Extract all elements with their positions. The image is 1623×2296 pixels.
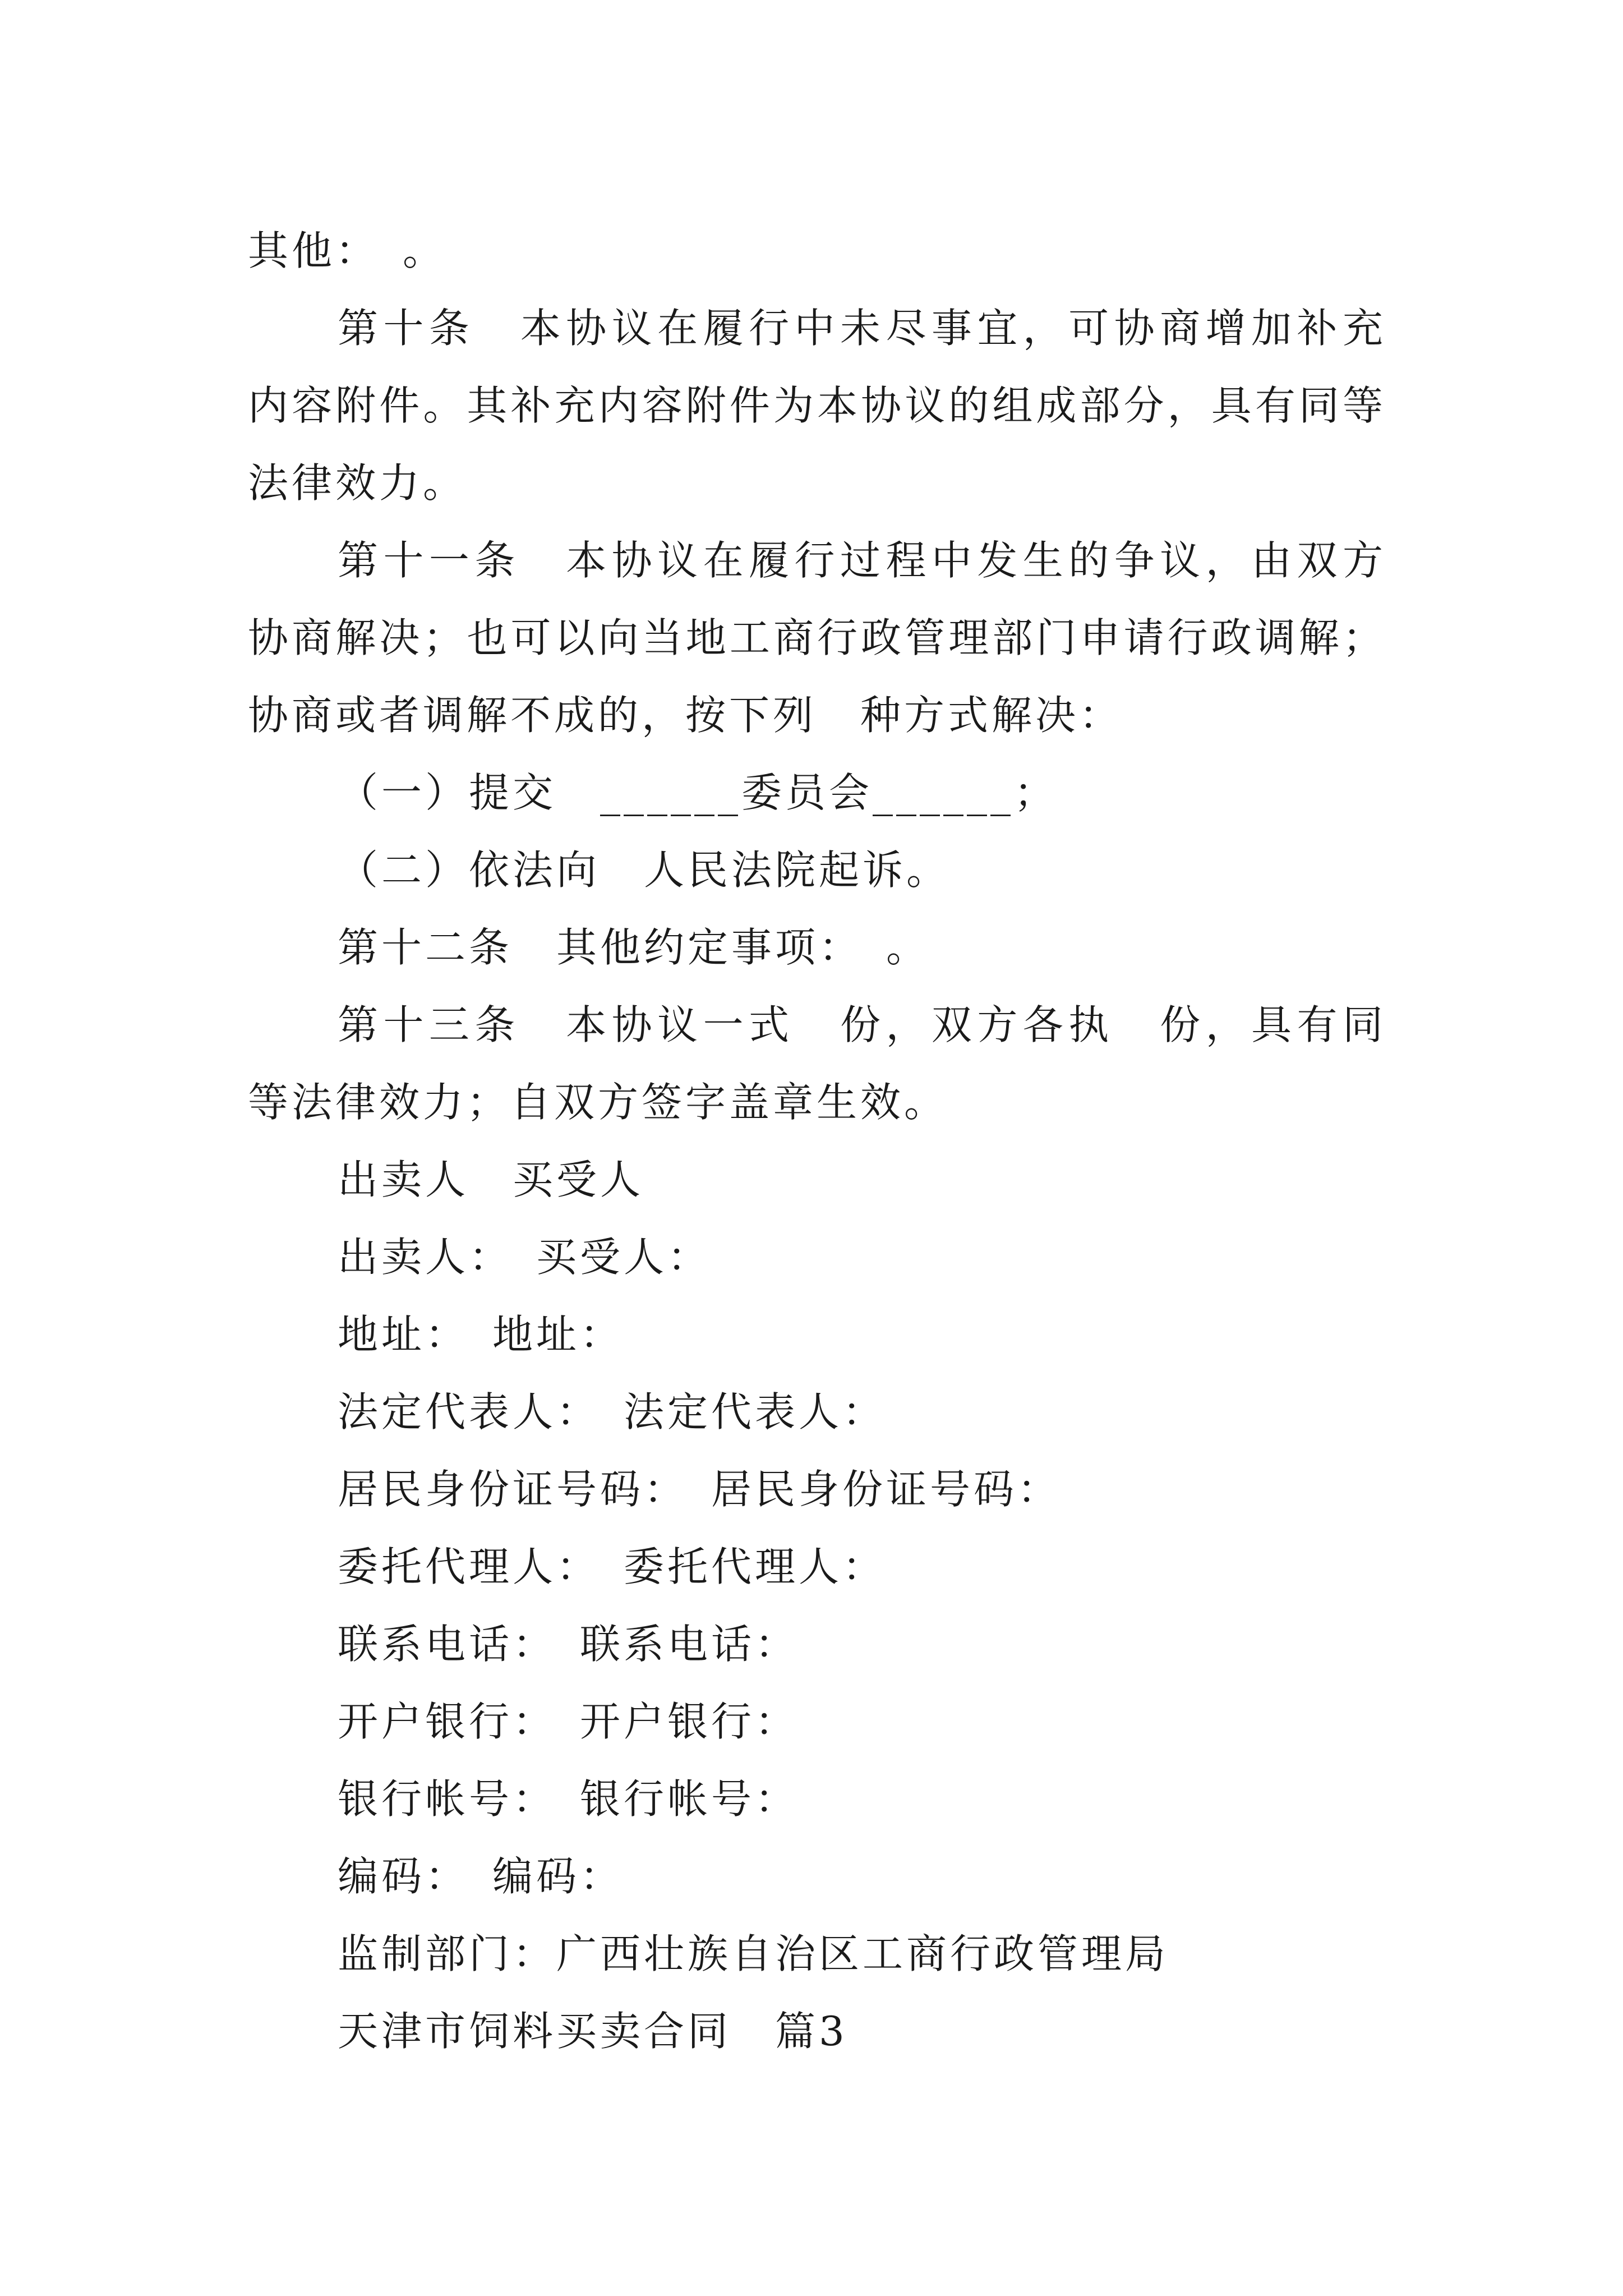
signature-id-number: 居民身份证号码： 居民身份证号码： xyxy=(338,1466,1062,1513)
signature-agent: 委托代理人： 委托代理人： xyxy=(338,1543,887,1590)
signature-bank: 开户银行： 开户银行： xyxy=(338,1698,799,1745)
signature-bank-account: 银行帐号： 银行帐号： xyxy=(338,1775,799,1823)
signature-party-names: 出卖人： 买受人： xyxy=(338,1234,712,1281)
paragraph-article-12: 第十二条 其他约定事项： 。 xyxy=(338,924,930,971)
signature-parties: 出卖人 买受人 xyxy=(338,1156,644,1203)
paragraph-option-1: （一）提交 ______委员会______； xyxy=(338,769,1058,816)
paragraph-other: 其他： 。 xyxy=(248,227,447,274)
paragraph-article-13: 第十三条 本协议一式 份，双方各执 份，具有同等法律效力；自双方签字盖章生效。 xyxy=(248,1001,1386,1126)
supervising-department: 监制部门：广西壮族自治区工商行政管理局 xyxy=(338,1930,1169,1977)
signature-phone: 联系电话： 联系电话： xyxy=(338,1621,799,1668)
paragraph-article-11: 第十一条 本协议在履行过程中发生的争议，由双方协商解决；也可以向当地工商行政管理部门申请行政调解；协商或者调解不成的，按下列 种方式解决： xyxy=(248,537,1386,739)
document-body xyxy=(248,212,1386,2070)
paragraph-option-2: （二）依法向 人民法院起诉。 xyxy=(338,846,951,894)
paragraph-article-10: 第十条 本协议在履行中未尽事宜，可协商增加补充内容附件。其补充内容附件为本协议的组成部分，具有同等法律效力。 xyxy=(248,305,1386,507)
next-section-heading: 天津市饲料买卖合同 篇3 xyxy=(338,2008,848,2055)
signature-address: 地址： 地址： xyxy=(338,1311,624,1358)
signature-legal-rep: 法定代表人： 法定代表人： xyxy=(338,1388,887,1435)
signature-postcode: 编码： 编码： xyxy=(338,1853,624,1900)
